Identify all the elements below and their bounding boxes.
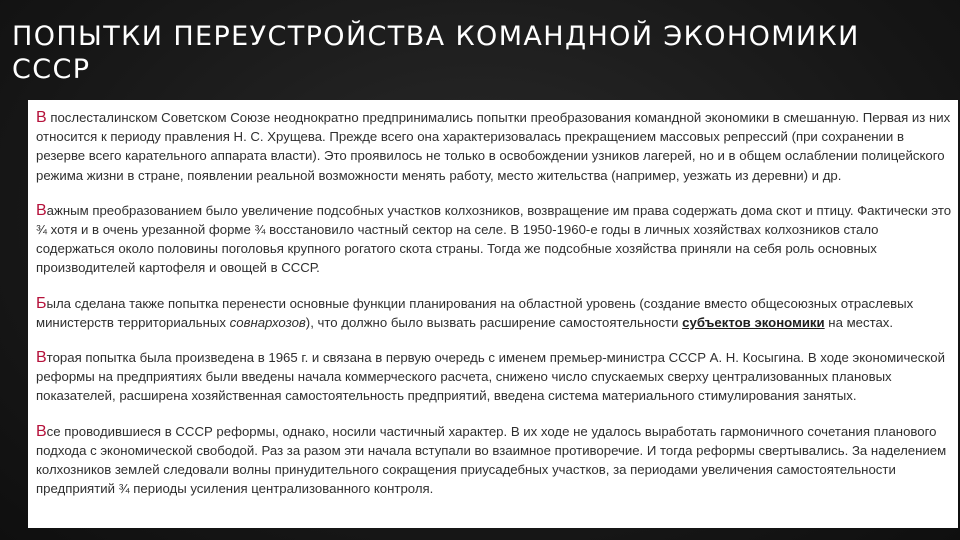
paragraph-text: послесталинском Советском Союзе неоднократно предпринимались попытки преобразования командной экономики в смешанную. Первая из них относится к периоду правления Н. С. Хрущева. Прежде всего она характеризовалась прекращением массовых репрессий (при сохранении в резерве всего карательного аппарата власти). Это проявилось не только в освобождении узников лагерей, но и в общем ослаблении полицейского режима жизни в стране, появлении реальной возможности менять работу, место жительства (например, уезжать из деревни) и др. — [36, 110, 951, 183]
paragraph-5 — [36, 422, 952, 499]
paragraph-2 — [36, 201, 952, 278]
drop-initial: Б — [36, 294, 47, 312]
paragraph-3 — [36, 294, 952, 332]
drop-initial: В — [36, 349, 47, 367]
drop-initial: В — [36, 201, 47, 219]
paragraph-text: се проводившиеся в СССР реформы, однако, носили частичный характер. В их ходе не удалось выработать гармоничного сочетания планового подхода с экономической свободой. Раз за разом эти начала вступали во взаимное противоречие. И тогда реформы свертывались. За наделением колхозников землей следовали волны принудительного сокращения приусадебных участков, за периодами увеличения самостоятельности предприятий ¾ периоды усиления централизованного контроля. — [36, 423, 947, 497]
paragraph-text: торая попытка была произведена в 1965 г. и связана в первую очередь с именем премьер-министра СССР А. Н. Косыгина. В ходе экономической реформы на предприятиях были введены начала коммерческого расчета, снижено число спускаемых сверху централизованных плановых показателей, расширена хозяйственная самостоятельность предприятий, введена система материального стимулирования занятых. — [36, 350, 945, 404]
drop-initial: В — [36, 109, 47, 126]
paragraph-1 — [36, 108, 952, 185]
drop-initial: В — [36, 422, 47, 440]
italic-term: совнархозов — [229, 314, 306, 330]
content-panel — [28, 100, 958, 528]
paragraph-text: ажным преобразованием было увеличение подсобных участков колхозников, возвращение им права содержать дома скот и птицу. Фактически это ¾ хотя и в очень урезанной форме ¾ восстановило частный сектор на селе. В 1950-1960-е годы в личных хозяйствах колхозников стало содержаться около половины поголовья крупного рогатого скота страны. Тогда же подсобные хозяйства приняли на себя роль основных производителей картофеля и овощей в СССР. — [36, 202, 952, 276]
paragraph-4 — [36, 348, 952, 406]
paragraph-text: ), что должно было вызвать расширение самостоятельности — [305, 314, 683, 330]
paragraph-text: на местах. — [824, 314, 894, 330]
economic-subjects-link[interactable]: субъектов экономики — [682, 314, 825, 330]
slide-title: ПОПЫТКИ ПЕРЕУСТРОЙСТВА КОМАНДНОЙ ЭКОНОМИКИ СССР — [12, 21, 860, 85]
paragraph-text: ыла сделана также попытка перенести основные функции планирования на областной уровень (создание вместо общесоюзных отраслевых министерств территориальных — [36, 295, 914, 330]
